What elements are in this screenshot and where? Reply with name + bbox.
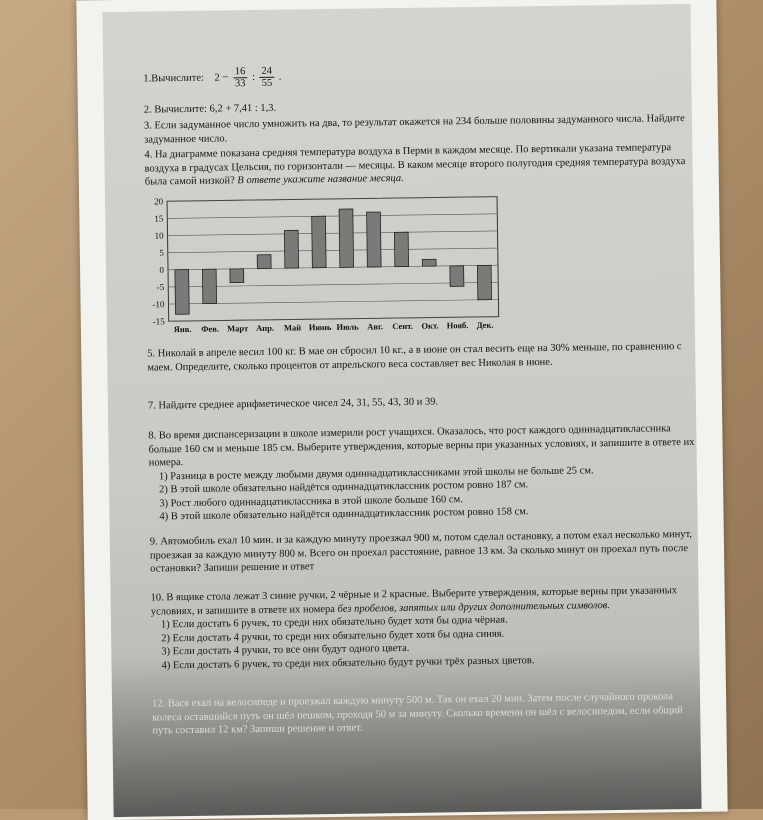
y-tick-label: -10 [152,299,165,310]
bar [450,266,464,287]
q1-tail: . [278,71,282,83]
y-tick-label: 20 [153,196,164,207]
bar [312,216,326,268]
x-tick-label: Нояб. [446,320,469,331]
y-tick-label: -5 [156,282,165,293]
bar [175,270,189,315]
question-4-italic: В ответе укажите название месяца. [237,172,404,187]
x-tick-label: Май [283,322,302,333]
y-tick-label: 15 [154,213,164,224]
question-10-italic: без пробелов, запятых или других дополнительных символов. [337,599,610,615]
question-12: 12. Вася ехал на велосипеде и проезжал каждую минуту 500 м. Так он ехал 20 мин. Затем после случайного прокола колеса оставшийся путь он шёл пешком, проходя 50 м за минуту. Сколько времени он шёл с велосипедом, если общий путь составил 12 км? Запиши решение и ответ. [151,691,683,737]
q1-minus: − [222,72,229,84]
q1-f2-den: 55 [261,77,273,89]
x-tick-label: Авг. [367,321,384,332]
q1-f1-den: 33 [234,78,246,90]
bar [202,269,216,303]
y-tick-label: -15 [152,316,165,327]
bar [422,259,436,266]
y-tick-label: 0 [159,264,165,275]
q1-f2-num: 24 [259,66,274,78]
x-tick-label: Окт. [421,320,439,331]
question-4 [144,141,693,189]
bar [257,255,271,269]
gridline [168,248,498,253]
x-tick-label: Фев. [201,323,220,334]
question-1-label: 1.Вычислите: [143,72,204,85]
q10-option-3: 3) Если достать 4 ручки, то все они будут одного цвета. [161,642,410,658]
x-tick-label: Июнь [308,321,332,333]
question-2: 2. Вычислите: 6,2 + 7,41 : 1,3. [143,102,277,116]
q1-fraction-1 [233,66,248,89]
x-tick-label: Сент. [392,320,413,332]
bar [477,265,491,299]
temperature-chart [145,190,527,345]
question-10 [151,584,700,673]
question-10-text: 10. В ящике стола лежат 3 синие ручки, 2 чёрные и 2 красные. Выберите утверждения, которые верны при указанных условиях, и запишите в ответе их номера [150,585,678,618]
bar [394,232,408,266]
x-tick-label: Апр. [256,322,275,334]
q1-f1-num: 16 [233,66,248,78]
question-9: 9. Автомобиль ехал 10 мин. и за каждую минуту проезжал 900 м, потом сделал остановку, а потом ехал несколько минут, проезжая за каждую минуту 800 м. Всего он проехал расстояние, равное 13 км. За сколько минут он проехал путь после остановки? Запиши решение и ответ [149,528,693,575]
q8-option-4: 4) В этой школе обязательно найдётся одиннадцатиклассник ростом ровно 158 см. [159,506,529,523]
question-1 [143,60,691,91]
gridline [168,231,498,236]
q1-colon: : [251,71,256,83]
question-7: 7. Найдите среднее арифметическое чисел 24, 31, 55, 43, 30 и 39. [147,396,439,412]
gridline [167,214,497,219]
question-8 [148,422,697,524]
q1-whole: 2 [214,72,220,84]
y-tick-label: 5 [159,247,164,258]
q8-option-3: 3) Рост любого одиннадцатиклассника в этой школе больше 160 см. [159,493,463,509]
question-3: 3. Если задуманное число умножить на два, то результат окажется на 234 больше половины задуманного числа. Найдите задуманное число. [143,113,685,146]
q8-option-2: 2) В этой школе обязательно найдётся одиннадцатиклассник ростом ровно 187 см. [159,479,529,496]
q10-option-4: 4) Если достать 6 ручек, то среди них обязательно будут ручки трёх разных цветов. [161,654,535,671]
gridline [167,197,497,202]
gridline [168,265,498,270]
x-tick-label: Дек. [476,319,494,330]
question-8-text: 8. Во время диспансеризации в школе измерили рост учащихся. Оказалось, что рост каждого одиннадцатиклассника больше 160 см и меньше 185 см. Выберите утверждения, которые верны при указанных условиях, и запишите в ответе их номера. [148,423,695,469]
q10-option-2: 2) Если достать 4 ручки, то среди них обязательно будет хотя бы одна синяя. [161,628,505,644]
question-5: 5. Николай в апреле весил 100 кг. В мае он сбросил 10 кг., а в июне он стал весить еще на 30% меньше, по сравнению с маем. Определите, сколько процентов от апрельского веса составляет вес Николая в июне. [147,341,682,374]
y-tick-label: 10 [154,230,164,241]
bar [284,230,298,268]
bar [230,269,244,283]
q10-option-1: 1) Если достать 6 ручек, то среди них обязательно будет хотя бы одна чёрная. [160,614,508,631]
bar [339,209,354,267]
q8-option-1: 1) Разница в росте между любыми двумя одиннадцатиклассниками этой школы не больше 25 см. [158,464,594,482]
gridline [168,282,498,287]
printed-page [102,4,701,817]
bar [367,212,382,267]
question-4-text: 4. На диаграмме показана средняя температура воздуха в Перми в каждом месяце. По вертикали указана температура воздуха в градусах Цельсия, по горизонтали — месяцы. В каком месяце второго полугодия средняя температура воздуха была самой низкой? [144,142,686,188]
x-tick-label: Март [226,323,249,334]
gridline [168,299,498,304]
x-tick-label: Июль [336,321,359,332]
x-tick-label: Янв. [173,323,192,335]
q1-fraction-2 [259,66,274,89]
